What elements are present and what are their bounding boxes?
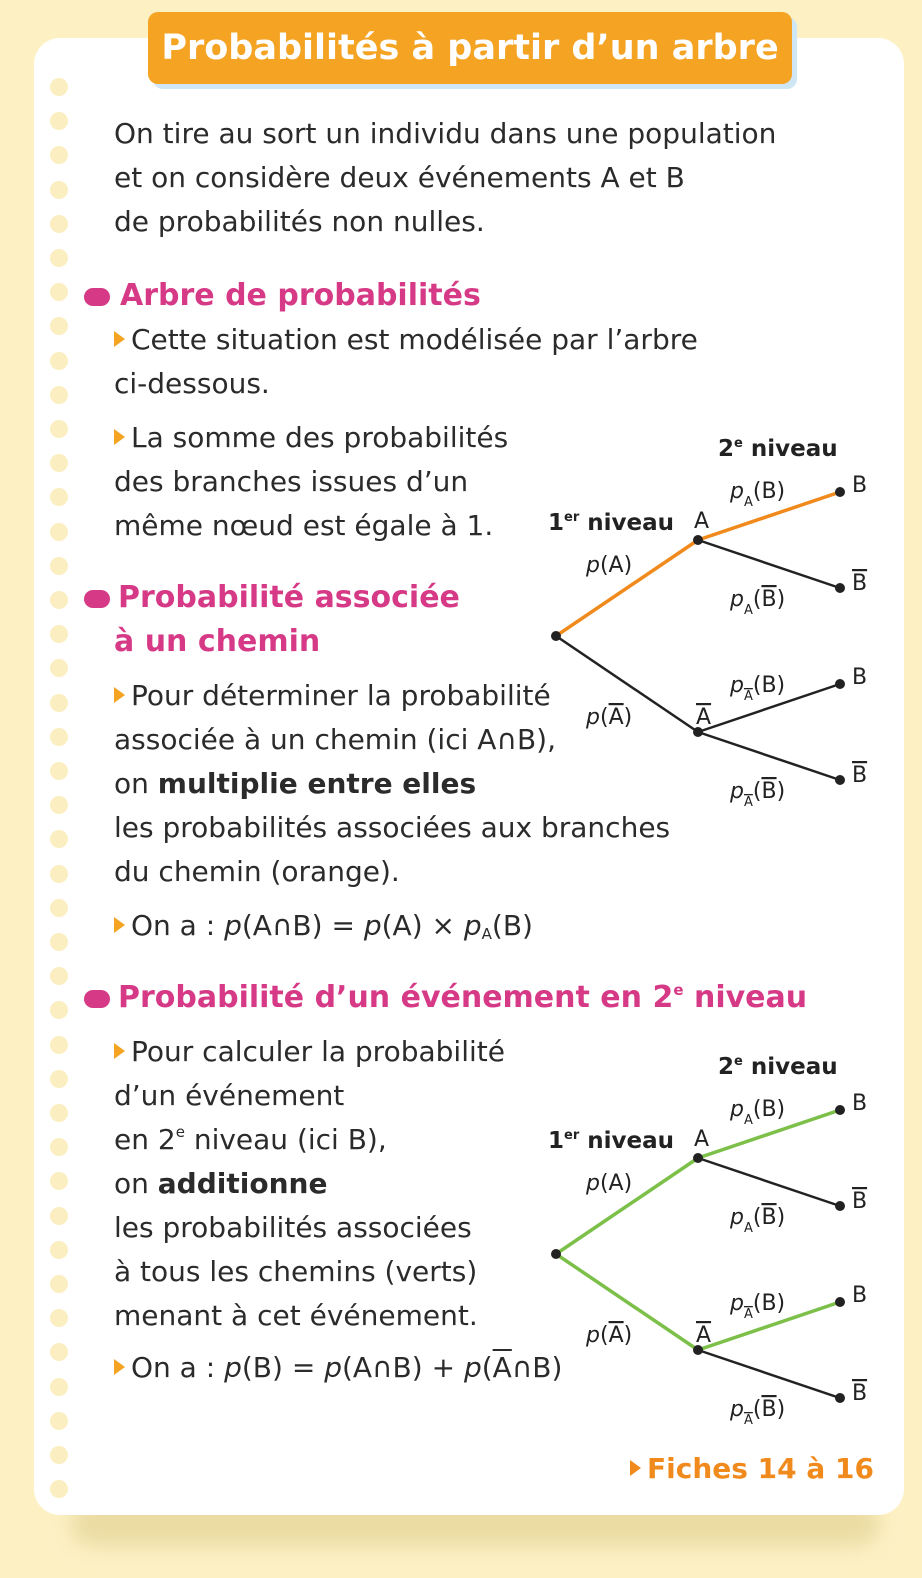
binder-hole <box>50 865 68 883</box>
binder-hole <box>50 762 68 780</box>
triangle-bullet-icon <box>114 429 125 445</box>
branch-pa-label: p(A) <box>586 1171 633 1196</box>
section-bullet-icon <box>84 590 110 608</box>
section1-bullet2-line2: des branches issues d’un <box>114 465 469 498</box>
section3-line7: menant à cet événement. <box>114 1299 478 1332</box>
branch-abar-bbar <box>698 732 840 780</box>
binder-hole <box>50 591 68 609</box>
branch-pabar-bbar-label: $p_A(B)$ <box>730 1397 786 1428</box>
binder-hole <box>50 1309 68 1327</box>
leaf-bbar-label: B <box>852 763 868 788</box>
fiches-link[interactable]: Fiches 14 à 16 <box>630 1452 874 1485</box>
section3-line4: on additionne <box>114 1167 328 1200</box>
section3-line3: en 2e niveau (ici B), <box>114 1123 387 1156</box>
section3-line6: à tous les chemins (verts) <box>114 1255 478 1288</box>
branch-pabar-label: p(A) <box>586 1323 633 1348</box>
section1-bullet1-line1: Cette situation est modélisée par l’arbre <box>114 318 698 362</box>
probability-tree-green <box>540 1048 880 1438</box>
level1-label: 1er niveau <box>548 510 675 536</box>
binder-hole <box>50 1241 68 1259</box>
binder-hole <box>50 1070 68 1088</box>
level2-label: 2e niveau <box>718 436 838 462</box>
node-abar-label: A <box>696 705 712 730</box>
binder-hole <box>50 659 68 677</box>
level2-label: 2e niveau <box>718 1054 838 1080</box>
binder-hole <box>50 1104 68 1122</box>
level1-label: 1er niveau <box>548 1128 675 1154</box>
section1-bullet2-line3: même nœud est égale à 1. <box>114 509 494 542</box>
binder-hole <box>50 454 68 472</box>
section2-formula: On a : p(A∩B) = $p(A) \times p_A(B)$ <box>114 904 533 952</box>
binder-hole <box>50 523 68 541</box>
binder-hole <box>50 488 68 506</box>
section3-line5: les probabilités associées <box>114 1211 472 1244</box>
section2-line1: Pour déterminer la probabilité <box>114 674 551 718</box>
node-abar-label: A <box>696 1323 712 1348</box>
binder-hole <box>50 1207 68 1225</box>
binder-hole <box>50 967 68 985</box>
binder-holes <box>50 78 72 1498</box>
binder-hole <box>50 215 68 233</box>
branch-pabar-b-label: $p_A(B)$ <box>730 673 786 704</box>
intro-line-3: de probabilités non nulles. <box>114 205 485 238</box>
binder-hole <box>50 1036 68 1054</box>
binder-hole <box>50 146 68 164</box>
triangle-bullet-icon <box>114 331 125 347</box>
binder-hole <box>50 386 68 404</box>
binder-hole <box>50 112 68 130</box>
binder-hole <box>50 78 68 96</box>
branch-abar-bbar <box>698 1350 840 1398</box>
section3-formula: On a : p(B) = p(A∩B) + $p(\overline{A}\cap B)$ <box>114 1346 562 1390</box>
node-a-label: A <box>694 509 710 534</box>
section1-heading: Arbre de probabilités <box>120 278 481 313</box>
section1-bullet1-line2: ci-dessous. <box>114 367 270 400</box>
triangle-bullet-icon <box>114 687 125 703</box>
binder-hole <box>50 1480 68 1498</box>
node-a <box>693 535 703 545</box>
binder-hole <box>50 796 68 814</box>
binder-hole <box>50 352 68 370</box>
leaf-bbar <box>835 775 845 785</box>
branch-a-bbar <box>698 1158 840 1206</box>
leaf-bbar-label: B <box>852 1381 868 1406</box>
binder-hole <box>50 830 68 848</box>
section-bullet-icon <box>84 288 110 306</box>
binder-hole <box>50 317 68 335</box>
binder-hole <box>50 933 68 951</box>
branch-pa-label: p(A) <box>586 553 633 578</box>
section3-line2: d’un événement <box>114 1079 345 1112</box>
binder-hole <box>50 899 68 917</box>
node-a-label: A <box>694 1127 710 1152</box>
triangle-bullet-icon <box>114 917 125 933</box>
binder-hole <box>50 1378 68 1396</box>
section2-line5: du chemin (orange). <box>114 855 400 888</box>
binder-hole <box>50 1138 68 1156</box>
probability-tree-orange <box>540 430 880 820</box>
binder-hole <box>50 557 68 575</box>
branch-pabar-b-label: $p_A(B)$ <box>730 1291 786 1322</box>
branch-pa-bbar-label: $p_A(B)$ <box>730 1205 786 1236</box>
section2-heading-line2: à un chemin <box>114 624 321 659</box>
intro-line-1: On tire au sort un individu dans une population <box>114 117 777 150</box>
binder-hole <box>50 420 68 438</box>
leaf-b-label: B <box>852 1091 868 1116</box>
leaf-bbar <box>835 1393 845 1403</box>
leaf-b <box>835 487 845 497</box>
section3-heading: Probabilité d’un événement en 2e niveau <box>118 980 808 1015</box>
branch-pabar-label: p(A) <box>586 705 633 730</box>
branch-pabar-bbar-label: $p_A(B)$ <box>730 779 786 810</box>
binder-hole <box>50 1172 68 1190</box>
section2-heading-line1: Probabilité associée <box>118 580 460 615</box>
binder-hole <box>50 283 68 301</box>
branch-pa-bbar-label: $p_A(B)$ <box>730 587 786 618</box>
binder-hole <box>50 1001 68 1019</box>
root-node <box>551 631 561 641</box>
page-title: Probabilités à partir d’un arbre <box>148 12 792 84</box>
leaf-b-label: B <box>852 665 868 690</box>
section-bullet-icon <box>84 990 110 1008</box>
binder-hole <box>50 694 68 712</box>
leaf-b <box>835 1297 845 1307</box>
binder-hole <box>50 249 68 267</box>
binder-hole <box>50 728 68 746</box>
binder-hole <box>50 1446 68 1464</box>
leaf-bbar-label: B <box>852 1189 868 1214</box>
leaf-bbar <box>835 1201 845 1211</box>
triangle-bullet-icon <box>114 1359 125 1375</box>
section3-line1: Pour calculer la probabilité <box>114 1030 505 1074</box>
section2-line4: les probabilités associées aux branches <box>114 811 671 844</box>
binder-hole <box>50 1343 68 1361</box>
leaf-b-label: B <box>852 473 868 498</box>
root-node <box>551 1249 561 1259</box>
section1-bullet2-line1: La somme des probabilités <box>114 416 508 460</box>
node-a <box>693 1153 703 1163</box>
triangle-bullet-icon <box>630 1460 641 1476</box>
binder-hole <box>50 181 68 199</box>
intro-line-2: et on considère deux événements A et B <box>114 161 685 194</box>
section2-line2: associée à un chemin (ici A∩B), <box>114 723 556 756</box>
leaf-b <box>835 679 845 689</box>
branch-pa-b-label: $p_A(B)$ <box>730 1097 786 1128</box>
binder-hole <box>50 1275 68 1293</box>
leaf-b <box>835 1105 845 1115</box>
binder-hole <box>50 625 68 643</box>
binder-hole <box>50 1412 68 1430</box>
branch-pa-b-label: $p_A(B)$ <box>730 479 786 510</box>
leaf-b-label: B <box>852 1283 868 1308</box>
leaf-bbar <box>835 583 845 593</box>
triangle-bullet-icon <box>114 1043 125 1059</box>
leaf-bbar-label: B <box>852 571 868 596</box>
branch-a-bbar <box>698 540 840 588</box>
section2-line3: on multiplie entre elles <box>114 767 477 800</box>
